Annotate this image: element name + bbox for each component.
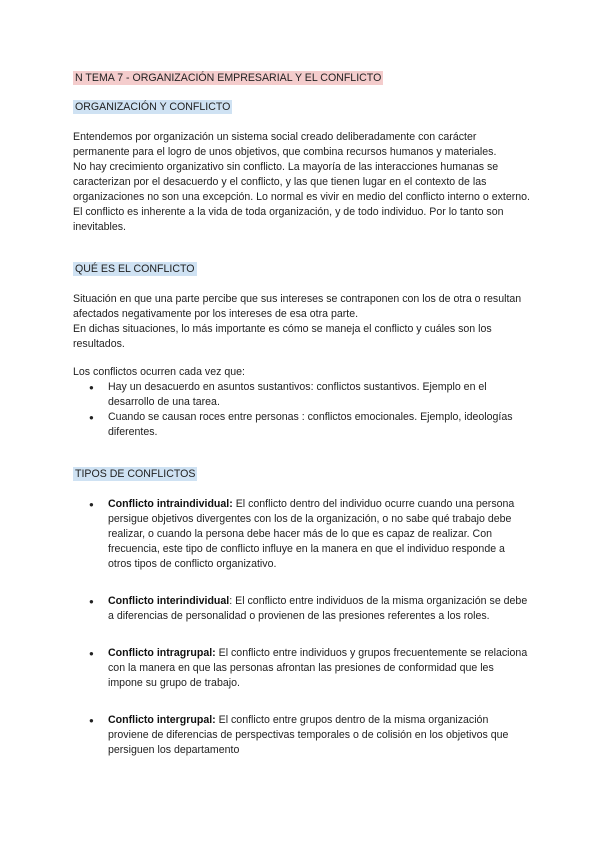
conflict-type-description: El conflicto dentro del individuo ocurre cuando una persona persigue objetivos divergentes con los de la organización, o no sabe qué trabajo debe realizar, o cuando la persona debe hacer más de lo que es capaz de realizar. Con frecuencia, este tipo de conflicto influye en la manera en que el individuo responde a otros tipos de conflicto organizativo. <box>108 498 515 570</box>
paragraph: Los conflictos ocurren cada vez que: <box>73 366 245 378</box>
conflict-type-term: Conflicto intergrupal: <box>108 714 216 726</box>
conflict-type-term: Conflicto intraindividual: <box>108 498 233 510</box>
list-item: ● Cuando se causan roces entre personas : conflictos emocionales. Ejemplo, ideologías diferentes. <box>73 410 528 440</box>
section-heading-que-es: QUÉ ES EL CONFLICTO <box>75 263 195 275</box>
document-title: N TEMA 7 - ORGANIZACIÓN EMPRESARIAL Y EL CONFLICTO <box>75 72 382 84</box>
paragraph: En dichas situaciones, lo más importante es cómo se maneja el conflicto y cuáles son los resultados. <box>73 323 492 350</box>
list-item <box>73 713 528 758</box>
list-item <box>73 594 528 624</box>
list-item <box>73 497 528 572</box>
conflict-occurrence-list <box>73 380 528 440</box>
list-item <box>73 646 528 691</box>
section-heading-tipos: TIPOS DE CONFLICTOS <box>75 468 196 480</box>
conflict-type-term: Conflicto interindividual <box>108 595 230 607</box>
paragraph: Situación en que una parte percibe que sus intereses se contraponen con los de otra o resultan afectados negativamente por los intereses de esa otra parte. <box>73 293 522 320</box>
section-heading-organizacion: ORGANIZACIÓN Y CONFLICTO <box>75 101 231 113</box>
conflict-types-list <box>73 497 528 780</box>
section-body-que-es <box>73 292 533 352</box>
conflict-type-term: Conflicto intragrupal: <box>108 647 216 659</box>
conflict-type-description: El conflicto entre individuos y grupos frecuentemente se relaciona con la manera en que las personas afrontan las presiones de conformidad que les impone su grupo de trabajo. <box>108 647 528 689</box>
paragraph: No hay crecimiento organizativo sin conflicto. La mayoría de las interacciones humanas se caracterizan por el desacuerdo y el conflicto, y las que tienen lugar en el contexto de las organizaciones no son una excepción. Lo normal es vivir en medio del conflicto interno o externo. <box>73 161 530 203</box>
section-body-organizacion <box>73 130 533 235</box>
conflict-type-description: El conflicto entre grupos dentro de la misma organización proviene de diferencias de perspectivas temporales o de colisión en los objetivos que persiguen los departamento <box>108 714 509 756</box>
conflict-type-description: : El conflicto entre individuos de la misma organización se debe a diferencias de personalidad o provienen de las presiones referentes a los roles. <box>108 595 528 622</box>
list-item: ● Hay un desacuerdo en asuntos sustantivos: conflictos sustantivos. Ejemplo en el desarrollo de una tarea. <box>73 380 528 410</box>
paragraph: El conflicto es inherente a la vida de toda organización, y de todo individuo. Por lo tanto son inevitables. <box>73 206 504 233</box>
paragraph: Entendemos por organización un sistema social creado deliberadamente con carácter permanente para el logro de unos objetivos, que combina recursos humanos y materiales. <box>73 131 497 158</box>
conflict-intro <box>73 365 533 380</box>
